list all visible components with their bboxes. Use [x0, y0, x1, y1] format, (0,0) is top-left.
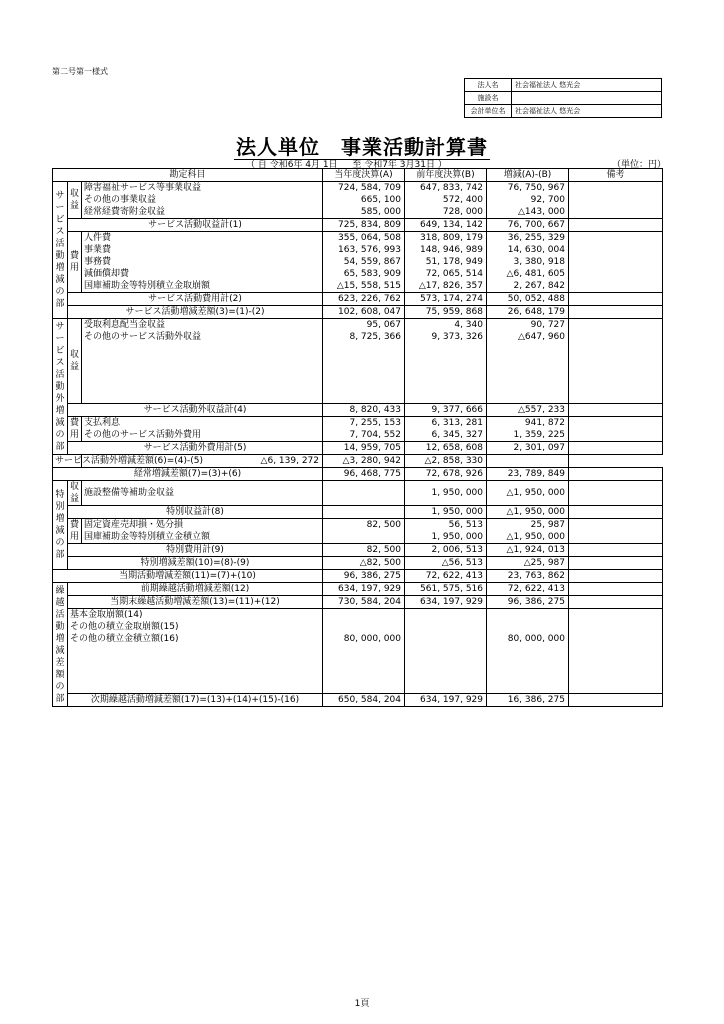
- value-remarks: [569, 570, 663, 583]
- row-label: 受取利息配当金収益: [82, 319, 323, 332]
- value-current: 80, 000, 000: [323, 633, 405, 645]
- row-label: サービス活動外収益計(4): [68, 404, 323, 417]
- info-label: 法人名: [465, 79, 512, 92]
- value-current: 623, 226, 762: [323, 293, 405, 306]
- value-remarks: [569, 519, 663, 532]
- value-diff: 26, 648, 179: [487, 306, 569, 319]
- table-row: [53, 609, 663, 622]
- subsection-label: 収益: [68, 182, 82, 219]
- section-label-service: サービス活動増減の部: [53, 182, 68, 319]
- value-current: [323, 481, 405, 506]
- subtotal-row: [53, 455, 663, 468]
- subsection-label: 費用: [68, 417, 82, 442]
- subtotal-row: [53, 506, 663, 519]
- value-remarks: [569, 232, 663, 245]
- table-row: [53, 182, 663, 195]
- info-value: 社会福祉法人 悠光会: [512, 105, 662, 118]
- table-row: [53, 331, 663, 343]
- table-row: [53, 244, 663, 256]
- value-diff: 16, 386, 275: [487, 694, 569, 707]
- value-previous: 6, 313, 281: [405, 417, 487, 430]
- row-label: 次期繰越活動増減差額(17)=(13)+(14)+(15)-(16): [68, 694, 323, 707]
- row-label: サービス活動収益計(1): [68, 219, 323, 232]
- value-diff: 1, 359, 225: [487, 429, 569, 442]
- value-diff: 90, 727: [487, 319, 569, 332]
- value-previous: [405, 609, 487, 622]
- form-number: 第二号第一様式: [52, 67, 108, 76]
- info-value: 社会福祉法人 悠光会: [512, 79, 662, 92]
- row-label: 特別増減差額(10)=(8)-(9): [68, 557, 323, 570]
- row-label: その他のサービス活動外費用: [82, 429, 323, 442]
- value-current: △15, 558, 515: [323, 280, 405, 293]
- section-label-special: 特別増減の部: [53, 481, 68, 570]
- header-remarks: 備考: [569, 169, 663, 182]
- value-diff: 96, 386, 275: [487, 596, 569, 609]
- row-label: 事業費: [82, 244, 323, 256]
- value-previous: 72, 678, 926: [405, 468, 487, 481]
- row-label: 障害福祉サービス等事業収益: [82, 182, 323, 195]
- row-label: その他のサービス活動外収益: [82, 331, 323, 343]
- table-row: [53, 481, 663, 506]
- row-label: 固定資産売却損・処分損: [82, 519, 323, 532]
- value-current: 82, 500: [323, 544, 405, 557]
- value-remarks: [569, 268, 663, 280]
- header-previous: 前年度決算(B): [405, 169, 487, 182]
- table-row: [53, 206, 663, 219]
- value-current: 665, 100: [323, 194, 405, 206]
- value-current: 7, 704, 552: [323, 429, 405, 442]
- value-previous: 1, 950, 000: [405, 506, 487, 519]
- header-account: 勘定科目: [53, 169, 323, 182]
- value-remarks: [569, 694, 663, 707]
- row-label: 施設整備等補助金収益: [82, 481, 323, 506]
- value-current: 82, 500: [323, 519, 405, 532]
- value-remarks: [569, 531, 663, 544]
- row-label: サービス活動外増減差額(6)=(4)-(5): [53, 455, 82, 468]
- value-current: 725, 834, 809: [323, 219, 405, 232]
- value-remarks: [569, 621, 663, 633]
- value-remarks: [569, 206, 663, 219]
- info-row-facility: [465, 92, 662, 105]
- value-diff: △1, 950, 000: [487, 506, 569, 519]
- row-label: 当期活動増減差額(11)=(7)+(10): [53, 570, 323, 583]
- value-remarks: [569, 557, 663, 570]
- row-label: 前期繰越活動増減差額(12): [68, 583, 323, 596]
- value-previous: 72, 065, 514: [405, 268, 487, 280]
- value-current: 96, 468, 775: [323, 468, 405, 481]
- value-current: 634, 197, 929: [323, 583, 405, 596]
- value-previous: 72, 622, 413: [405, 570, 487, 583]
- blank-row: [53, 657, 663, 669]
- table-row: [53, 531, 663, 544]
- subsection-label: 費用: [68, 232, 82, 293]
- value-remarks: [569, 280, 663, 293]
- table-row: [53, 232, 663, 245]
- value-previous: 728, 000: [405, 206, 487, 219]
- value-diff: 80, 000, 000: [487, 633, 569, 645]
- value-diff: 25, 987: [487, 519, 569, 532]
- unit-label: （単位：円）: [612, 160, 667, 170]
- blank-row: [53, 355, 663, 367]
- row-label: その他の積立金取崩額(15): [68, 621, 323, 633]
- value-current: [323, 621, 405, 633]
- section-label-nonservice: サービス活動外増減の部: [53, 319, 68, 455]
- blank-row: [53, 681, 663, 694]
- value-current: [323, 506, 405, 519]
- info-label: 会計単位名: [465, 105, 512, 118]
- value-remarks: [569, 319, 663, 332]
- value-remarks: [569, 417, 663, 430]
- value-remarks: [569, 244, 663, 256]
- value-current: 724, 584, 709: [323, 182, 405, 195]
- value-diff: 941, 872: [487, 417, 569, 430]
- value-current: △82, 500: [323, 557, 405, 570]
- value-diff: 92, 700: [487, 194, 569, 206]
- value-diff: △1, 950, 000: [487, 531, 569, 544]
- value-previous: 56, 513: [405, 519, 487, 532]
- row-label: 事務費: [82, 256, 323, 268]
- total-row: [53, 694, 663, 707]
- info-value: [512, 92, 662, 105]
- value-remarks: [569, 182, 663, 195]
- blank-row: [53, 343, 663, 355]
- subtotal-row: [53, 293, 663, 306]
- value-previous: [405, 633, 487, 645]
- value-current: 650, 584, 204: [323, 694, 405, 707]
- value-remarks: [569, 596, 663, 609]
- value-remarks: [569, 306, 663, 319]
- row-label: サービス活動外費用計(5): [68, 442, 323, 455]
- value-previous: 572, 400: [405, 194, 487, 206]
- value-previous: 12, 658, 608: [405, 442, 487, 455]
- subtotal-row: [53, 306, 663, 319]
- value-previous: [405, 621, 487, 633]
- subtotal-row: [53, 219, 663, 232]
- value-remarks: [569, 256, 663, 268]
- blank-row: [53, 669, 663, 681]
- value-diff: 23, 763, 862: [487, 570, 569, 583]
- row-label: 国庫補助金等特別積立金取崩額: [82, 280, 323, 293]
- value-current: 96, 386, 275: [323, 570, 405, 583]
- subtotal-row: [53, 442, 663, 455]
- row-label: 支払利息: [82, 417, 323, 430]
- value-remarks: [569, 404, 663, 417]
- value-previous: 2, 006, 513: [405, 544, 487, 557]
- value-current: 102, 608, 047: [323, 306, 405, 319]
- value-current: 95, 067: [323, 319, 405, 332]
- value-remarks: [569, 609, 663, 622]
- value-previous: 634, 197, 929: [405, 596, 487, 609]
- table-row: [53, 633, 663, 645]
- value-diff: △1, 950, 000: [487, 481, 569, 506]
- blank-row: [53, 367, 663, 379]
- row-label: その他の事業収益: [82, 194, 323, 206]
- value-current: 65, 583, 909: [323, 268, 405, 280]
- value-previous: 9, 377, 666: [405, 404, 487, 417]
- row-label: 経常増減差額(7)=(3)+(6): [53, 468, 323, 481]
- table-row: [53, 268, 663, 280]
- value-diff: △1, 924, 013: [487, 544, 569, 557]
- total-row: [53, 468, 663, 481]
- value-diff: 76, 700, 667: [487, 219, 569, 232]
- value-current: 8, 820, 433: [323, 404, 405, 417]
- value-diff: △647, 960: [487, 331, 569, 343]
- value-remarks: [569, 194, 663, 206]
- row-label: 人件費: [82, 232, 323, 245]
- table-row: [53, 621, 663, 633]
- subtotal-row: [53, 583, 663, 596]
- value-previous: 573, 174, 274: [405, 293, 487, 306]
- value-remarks: [569, 219, 663, 232]
- value-previous: △3, 280, 942: [323, 455, 405, 468]
- value-current: 355, 064, 508: [323, 232, 405, 245]
- value-current: [323, 609, 405, 622]
- value-previous: 51, 178, 949: [405, 256, 487, 268]
- value-diff: 72, 622, 413: [487, 583, 569, 596]
- value-diff: △2, 858, 330: [405, 455, 487, 468]
- value-remarks: [569, 468, 663, 481]
- value-remarks: [569, 544, 663, 557]
- value-previous: 6, 345, 327: [405, 429, 487, 442]
- value-remarks: [569, 293, 663, 306]
- table-row: [53, 319, 663, 332]
- table-row: [53, 194, 663, 206]
- subsection-label: 収益: [68, 319, 82, 404]
- value-remarks: [569, 481, 663, 506]
- blank-row: [53, 391, 663, 404]
- section-label-carryover: 繰越活動増減差額の部: [53, 583, 68, 707]
- info-row-accounting-unit: [465, 105, 662, 118]
- row-label: 減価償却費: [82, 268, 323, 280]
- row-label: 特別費用計(9): [68, 544, 323, 557]
- total-row: [53, 570, 663, 583]
- entity-info-table: [464, 78, 662, 118]
- value-diff: [487, 621, 569, 633]
- row-label: サービス活動増減差額(3)=(1)-(2): [68, 306, 323, 319]
- value-remarks: [569, 583, 663, 596]
- row-label: サービス活動費用計(2): [68, 293, 323, 306]
- value-previous: 9, 373, 326: [405, 331, 487, 343]
- value-diff: △25, 987: [487, 557, 569, 570]
- value-current: △6, 139, 272: [82, 455, 323, 468]
- value-current: 7, 255, 153: [323, 417, 405, 430]
- info-label: 施設名: [465, 92, 512, 105]
- row-label: その他の積立金積立額(16): [68, 633, 323, 645]
- value-diff: 36, 255, 329: [487, 232, 569, 245]
- value-remarks: [569, 633, 663, 645]
- value-previous: 148, 946, 989: [405, 244, 487, 256]
- activity-statement-table: [52, 168, 663, 707]
- value-previous: 318, 809, 179: [405, 232, 487, 245]
- value-diff: 2, 301, 097: [487, 442, 569, 455]
- blank-row: [53, 645, 663, 657]
- value-previous: 647, 833, 742: [405, 182, 487, 195]
- subsection-label: 収益: [68, 481, 82, 506]
- header-diff: 増減(A)-(B): [487, 169, 569, 182]
- row-label: 経常経費寄附金収益: [82, 206, 323, 219]
- page-title: 法人単位 事業活動計算書: [236, 135, 488, 159]
- value-previous: △17, 826, 357: [405, 280, 487, 293]
- fiscal-period: （ 自 令和6年 4月 1日 至 令和7年 3月31日 ）: [246, 160, 447, 170]
- value-diff: 14, 630, 004: [487, 244, 569, 256]
- row-label: 当期末繰越活動増減差額(13)=(11)+(12): [68, 596, 323, 609]
- value-diff: △143, 000: [487, 206, 569, 219]
- subtotal-row: [53, 404, 663, 417]
- row-label: 国庫補助金等特別積立金積立額: [82, 531, 323, 544]
- value-previous: 4, 340: [405, 319, 487, 332]
- page-number: 1頁: [354, 999, 370, 1009]
- value-diff: △6, 481, 605: [487, 268, 569, 280]
- value-remarks: [569, 429, 663, 442]
- subsection-label: 費用: [68, 519, 82, 544]
- value-diff: 3, 380, 918: [487, 256, 569, 268]
- table-row: [53, 417, 663, 430]
- header-current: 当年度決算(A): [323, 169, 405, 182]
- subtotal-row: [53, 596, 663, 609]
- table-row: [53, 519, 663, 532]
- value-current: 585, 000: [323, 206, 405, 219]
- value-diff: △557, 233: [487, 404, 569, 417]
- value-current: [323, 531, 405, 544]
- row-label: 特別収益計(8): [68, 506, 323, 519]
- value-previous: 75, 959, 868: [405, 306, 487, 319]
- value-diff: 23, 789, 849: [487, 468, 569, 481]
- info-row-corporation: [465, 79, 662, 92]
- value-current: 163, 576, 993: [323, 244, 405, 256]
- header-row: [53, 169, 663, 182]
- subtotal-row: [53, 557, 663, 570]
- value-previous: 561, 575, 516: [405, 583, 487, 596]
- value-diff: 76, 750, 967: [487, 182, 569, 195]
- blank-row: [53, 379, 663, 391]
- value-current: 8, 725, 366: [323, 331, 405, 343]
- value-current: 54, 559, 867: [323, 256, 405, 268]
- value-diff: 2, 267, 842: [487, 280, 569, 293]
- table-row: [53, 256, 663, 268]
- subtotal-row: [53, 544, 663, 557]
- value-previous: 1, 950, 000: [405, 531, 487, 544]
- value-current: 14, 959, 705: [323, 442, 405, 455]
- value-previous: 649, 134, 142: [405, 219, 487, 232]
- value-remarks: [487, 455, 569, 468]
- row-label: 基本金取崩額(14): [68, 609, 323, 622]
- value-previous: 1, 950, 000: [405, 481, 487, 506]
- value-current: 730, 584, 204: [323, 596, 405, 609]
- value-remarks: [569, 442, 663, 455]
- table-row: [53, 280, 663, 293]
- value-diff: [487, 609, 569, 622]
- value-previous: 634, 197, 929: [405, 694, 487, 707]
- value-diff: 50, 052, 488: [487, 293, 569, 306]
- value-previous: △56, 513: [405, 557, 487, 570]
- value-remarks: [569, 506, 663, 519]
- value-remarks: [569, 331, 663, 343]
- table-row: [53, 429, 663, 442]
